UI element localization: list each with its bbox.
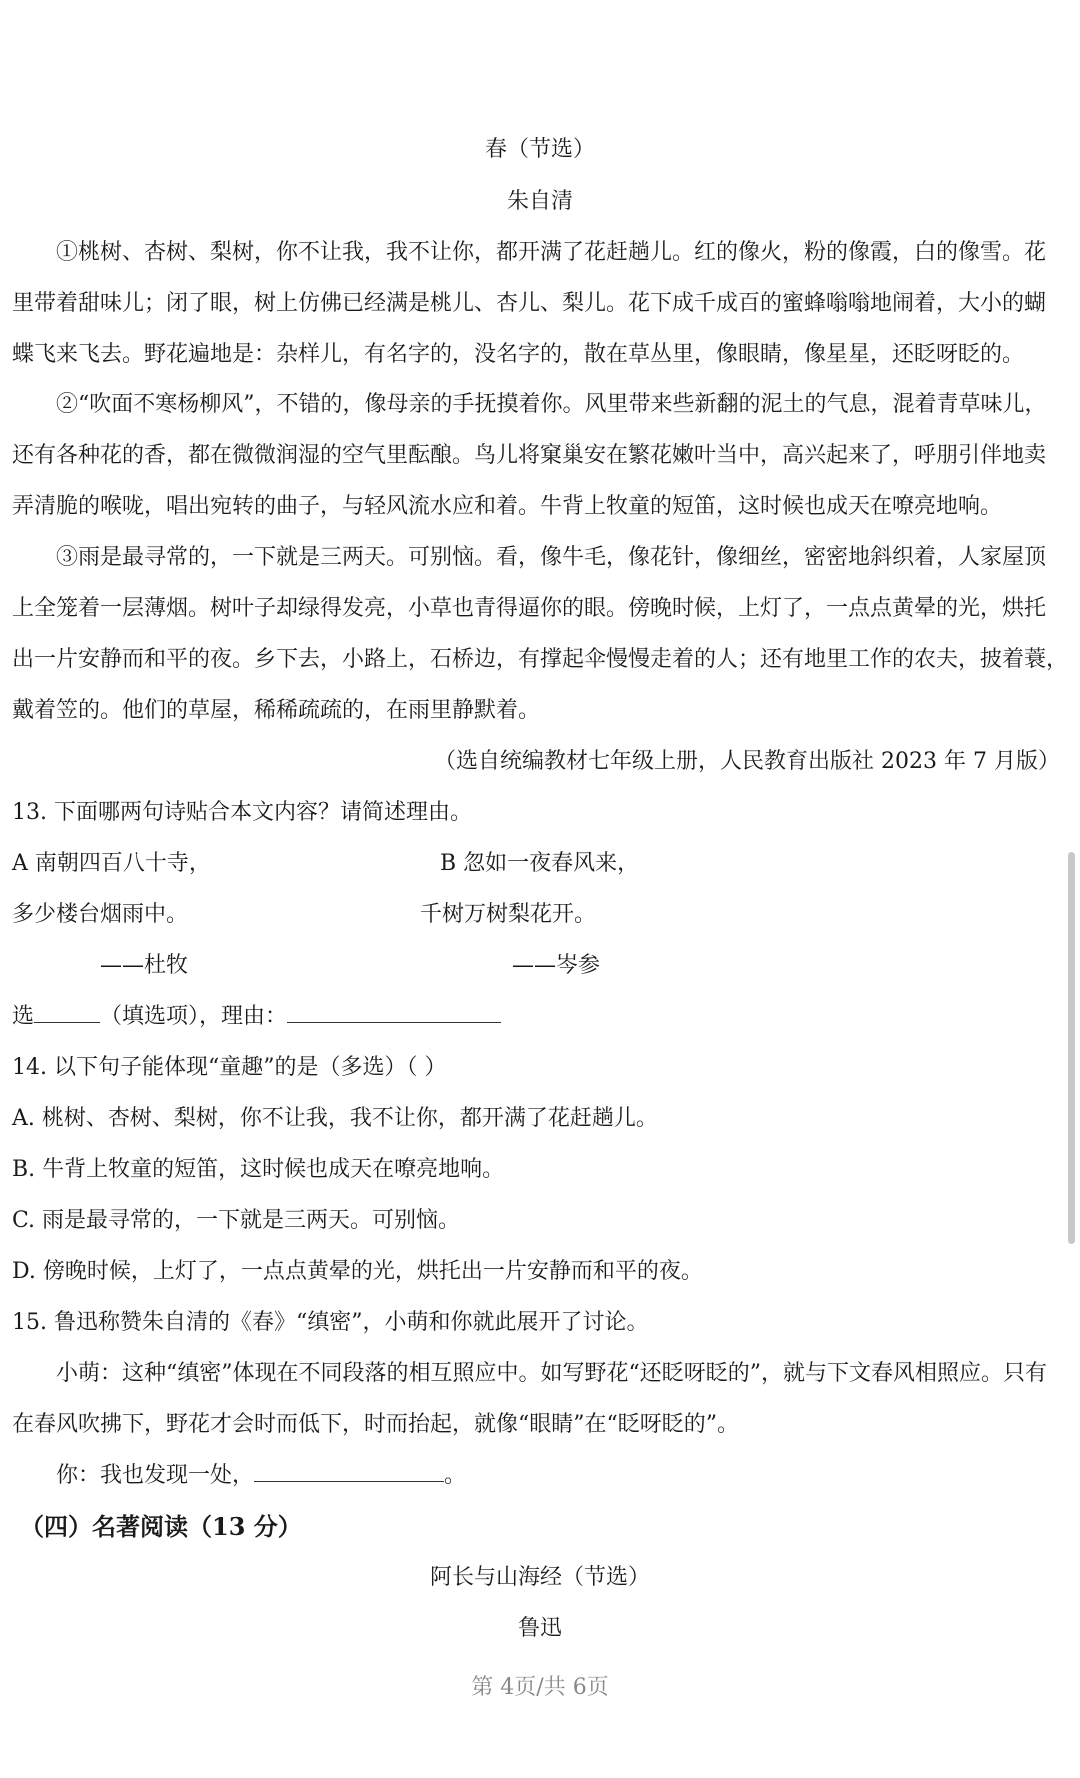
- q14-option-c: C. 雨是最寻常的，一下就是三两天。可别恼。: [12, 1208, 461, 1233]
- q14-option-a: A. 桃树、杏树、梨树，你不让我，我不让你，都开满了花赶趟儿。: [12, 1106, 658, 1131]
- para3-line2: 上全笼着一层薄烟。树叶子却绿得发亮，小草也青得逼你的眼。傍晚时候，上灯了，一点点黄晕的光，烘托: [12, 596, 1047, 621]
- q13-option-a-line1: A 南朝四百八十寺，: [12, 851, 211, 876]
- q15-answer-blank[interactable]: [254, 1481, 444, 1482]
- para1-line2: 里带着甜味儿；闭了眼，树上仿佛已经满是桃儿、杏儿、梨儿。花下成千成百的蜜蜂嗡嗡地闹着，大小的蝴: [12, 291, 1047, 316]
- q13-option-a-author: ——杜牧: [100, 953, 189, 978]
- para3-line4: 戴着笠的。他们的草屋，稀稀疏疏的，在雨里静默着。: [12, 698, 541, 723]
- q13-option-blank[interactable]: [34, 1022, 100, 1023]
- q14-stem: 14. 以下句子能体现“童趣”的是（多选）（ ）: [12, 1055, 447, 1080]
- para3-line1: ③雨是最寻常的，一下就是三两天。可别恼。看，像牛毛，像花针，像细丝，密密地斜织着，人家屋顶: [56, 545, 1047, 570]
- section4-author: 鲁迅: [517, 1616, 562, 1641]
- q13-stem: 13. 下面哪两句诗贴合本文内容？请简述理由。: [12, 800, 472, 825]
- q15-xiaomeng-line1: 小萌：这种“缜密”体现在不同段落的相互照应中。如写野花“还眨呀眨的”，就与下文春风相照应。只有: [56, 1361, 1047, 1386]
- q15-you-line: [56, 1460, 466, 1492]
- para1-line1: ①桃树、杏树、梨树，你不让我，我不让你，都开满了花赶趟儿。红的像火，粉的像霞，白的像雪。花: [56, 240, 1047, 265]
- q13-answer-prefix: 选: [12, 1004, 35, 1029]
- page-number: 第 4页/共 6页: [471, 1675, 609, 1700]
- q15-xiaomeng-line2: 在春风吹拂下，野花才会时而低下，时而抬起，就像“眼睛”在“眨呀眨的”。: [12, 1412, 739, 1437]
- poem-author: 朱自清: [506, 189, 573, 214]
- q15-you-suffix: 。: [444, 1463, 467, 1488]
- q14-option-d: D. 傍晚时候，上灯了，一点点黄晕的光，烘托出一片安静而和平的夜。: [12, 1259, 703, 1284]
- para2-line2: 还有各种花的香，都在微微润湿的空气里酝酿。鸟儿将窠巢安在繁花嫩叶当中，高兴起来了，呼朋引伴地卖: [12, 443, 1047, 468]
- q13-option-b-author: ——岑参: [512, 953, 601, 978]
- poem-title: 春（节选）: [484, 137, 595, 162]
- q13-reason-blank[interactable]: [287, 1022, 501, 1023]
- q13-answer-line: [12, 1001, 501, 1033]
- q13-option-a-line2: 多少楼台烟雨中。: [12, 902, 189, 927]
- para2-line3: 弄清脆的喉咙，唱出宛转的曲子，与轻风流水应和着。牛背上牧童的短笛，这时候也成天在嘹亮地响。: [12, 494, 1003, 519]
- q13-option-b-line2: 千树万树梨花开。: [420, 902, 597, 927]
- section4-heading: （四）名著阅读（13 分）: [20, 1512, 302, 1541]
- para2-line1: ②“吹面不寒杨柳风”，不错的，像母亲的手抚摸着你。风里带来些新翻的泥土的气息，混着青草味儿，: [56, 392, 1047, 417]
- q13-option-b-line1: B 忽如一夜春风来，: [440, 851, 640, 876]
- q15-stem: 15. 鲁迅称赞朱自清的《春》“缜密”，小萌和你就此展开了讨论。: [12, 1310, 649, 1335]
- q14-option-b: B. 牛背上牧童的短笛，这时候也成天在嘹亮地响。: [12, 1157, 505, 1182]
- q13-answer-middle: （填选项），理由：: [100, 1004, 288, 1029]
- vertical-scrollbar[interactable]: [1068, 852, 1075, 1244]
- q15-you-prefix: 你：我也发现一处，: [56, 1463, 255, 1488]
- para3-line3: 出一片安静而和平的夜。乡下去，小路上，石桥边，有撑起伞慢慢走着的人；还有地里工作的农夫，披着蓑，: [12, 647, 1069, 672]
- para1-line3: 蝶飞来飞去。野花遍地是：杂样儿，有名字的，没名字的，散在草丛里，像眼睛，像星星，还眨呀眨的。: [12, 342, 1025, 367]
- source-citation: （选自统编教材七年级上册，人民教育出版社 2023 年 7 月版）: [434, 749, 1060, 774]
- section4-title: 阿长与山海经（节选）: [429, 1565, 650, 1590]
